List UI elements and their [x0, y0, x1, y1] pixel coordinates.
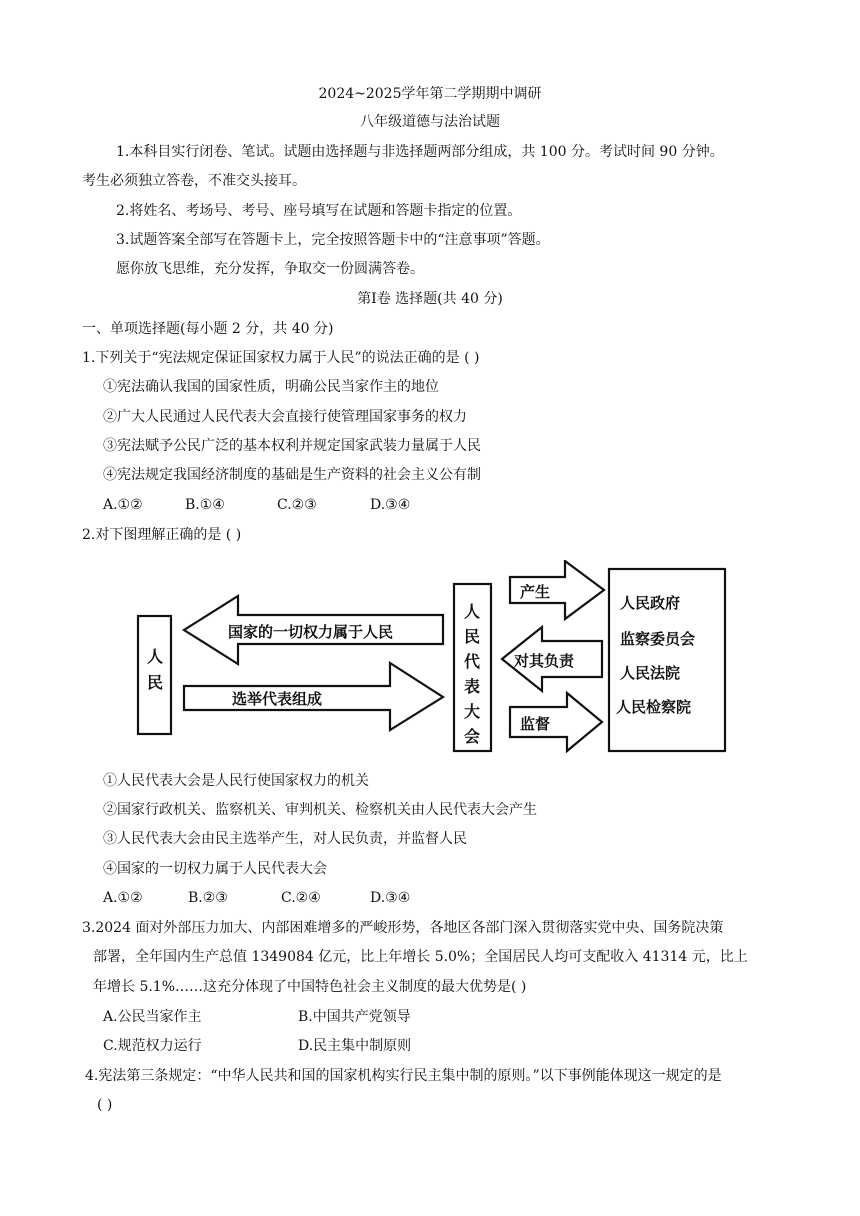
q2-item-3: ③人民代表大会由民主选举产生，对人民负责，并监督人民 — [103, 831, 467, 847]
exam-title: 2024~2025学年第二学期期中调研 — [318, 86, 542, 102]
people-char-1: 人 — [146, 647, 164, 666]
q3-option-a: A.公民当家作主 — [103, 1009, 202, 1025]
exam-subtitle: 八年级道德与法治试题 — [360, 114, 500, 130]
q3-line-2: 部署，全年国内生产总值 1349084 亿元，比上年增长 5.0%；全国居民人均可支配收入 41314 元，比上 — [93, 949, 748, 965]
congress-char-4: 表 — [463, 677, 481, 696]
power-structure-diagram — [132, 560, 732, 756]
instruction-4: 愿你放飞思维，充分发挥，争取交一份圆满答卷。 — [116, 261, 424, 277]
arrow-bottom-label: 选举代表组成 — [232, 690, 323, 708]
q2-option-a: A.①② — [103, 890, 143, 906]
organ-procuratorate: 人民检察院 — [616, 698, 692, 716]
q2-option-d: D.③④ — [370, 890, 411, 906]
q1-option-d: D.③④ — [370, 497, 411, 513]
q3-option-b: B.中国共产党领导 — [298, 1009, 411, 1025]
arrow-supervise-label: 监督 — [520, 715, 551, 733]
arrow-responsible-label: 对其负责 — [514, 652, 575, 670]
organ-court: 人民法院 — [620, 664, 681, 682]
organ-government: 人民政府 — [620, 594, 681, 612]
section-heading: 一、单项选择题(每小题 2 分，共 40 分) — [82, 321, 334, 337]
organ-supervision: 监察委员会 — [620, 630, 696, 648]
q1-item-4: ④宪法规定我国经济制度的基础是生产资料的社会主义公有制 — [103, 467, 481, 483]
q1-item-3: ③宪法赋予公民广泛的基本权利并规定国家武装力量属于人民 — [103, 438, 481, 454]
q3-line-1: 3.2024 面对外部压力加大、内部困难增多的严峻形势，各地区各部门深入贯彻落实党中央、国务院决策 — [82, 920, 724, 936]
instruction-1: 1.本科目实行闭卷、笔试。试题由选择题与非选择题两部分组成，共 100 分。考试时间 90 分钟。 — [116, 144, 724, 160]
q3-line-3: 年增长 5.1%……这充分体现了中国特色社会主义制度的最大优势是( ) — [93, 979, 527, 995]
congress-char-1: 人 — [463, 602, 481, 621]
q1-option-c: C.②③ — [277, 497, 317, 513]
congress-char-5: 大 — [463, 702, 481, 721]
arrow-produce-label: 产生 — [520, 583, 551, 601]
q1-item-1: ①宪法确认我国的国家性质，明确公民当家作主的地位 — [103, 379, 439, 395]
q1-stem: 1.下列关于“宪法规定保证国家权力属于人民”的说法正确的是 ( ) — [82, 350, 480, 366]
q1-option-a: A.①② — [103, 497, 143, 513]
q1-option-b: B.①④ — [185, 497, 225, 513]
q2-item-2: ②国家行政机关、监察机关、审判机关、检察机关由人民代表大会产生 — [103, 802, 537, 818]
congress-char-2: 民 — [463, 627, 481, 646]
q2-stem: 2.对下图理解正确的是 ( ) — [82, 527, 242, 543]
arrow-top-label: 国家的一切权力属于人民 — [228, 623, 394, 641]
q2-item-4: ④国家的一切权力属于人民代表大会 — [103, 861, 327, 877]
q1-item-2: ②广大人民通过人民代表大会直接行使管理国家事务的权力 — [103, 409, 467, 425]
instruction-3: 3.试题答案全部写在答题卡上，完全按照答题卡中的“注意事项”答题。 — [116, 232, 550, 248]
congress-char-6: 会 — [463, 727, 481, 746]
q2-option-b: B.②③ — [188, 890, 228, 906]
section-title: 第Ⅰ卷 选择题(共 40 分) — [357, 291, 503, 307]
q3-option-d: D.民主集中制原则 — [298, 1038, 412, 1054]
q2-option-c: C.②④ — [281, 890, 321, 906]
people-char-2: 民 — [146, 673, 164, 692]
instruction-1-cont: 考生必须独立答卷，不准交头接耳。 — [82, 173, 306, 189]
q4-line-1: 4.宪法第三条规定：“中华人民共和国的国家机构实行民主集中制的原则。”以下事例能体现这一规定的是 — [85, 1068, 722, 1084]
congress-char-3: 代 — [463, 652, 481, 671]
instruction-2: 2.将姓名、考场号、考号、座号填写在试题和答题卡指定的位置。 — [116, 203, 522, 219]
q3-option-c: C.规范权力运行 — [103, 1038, 202, 1054]
q2-item-1: ①人民代表大会是人民行使国家权力的机关 — [103, 773, 369, 789]
q4-line-2: ( ) — [97, 1097, 113, 1113]
